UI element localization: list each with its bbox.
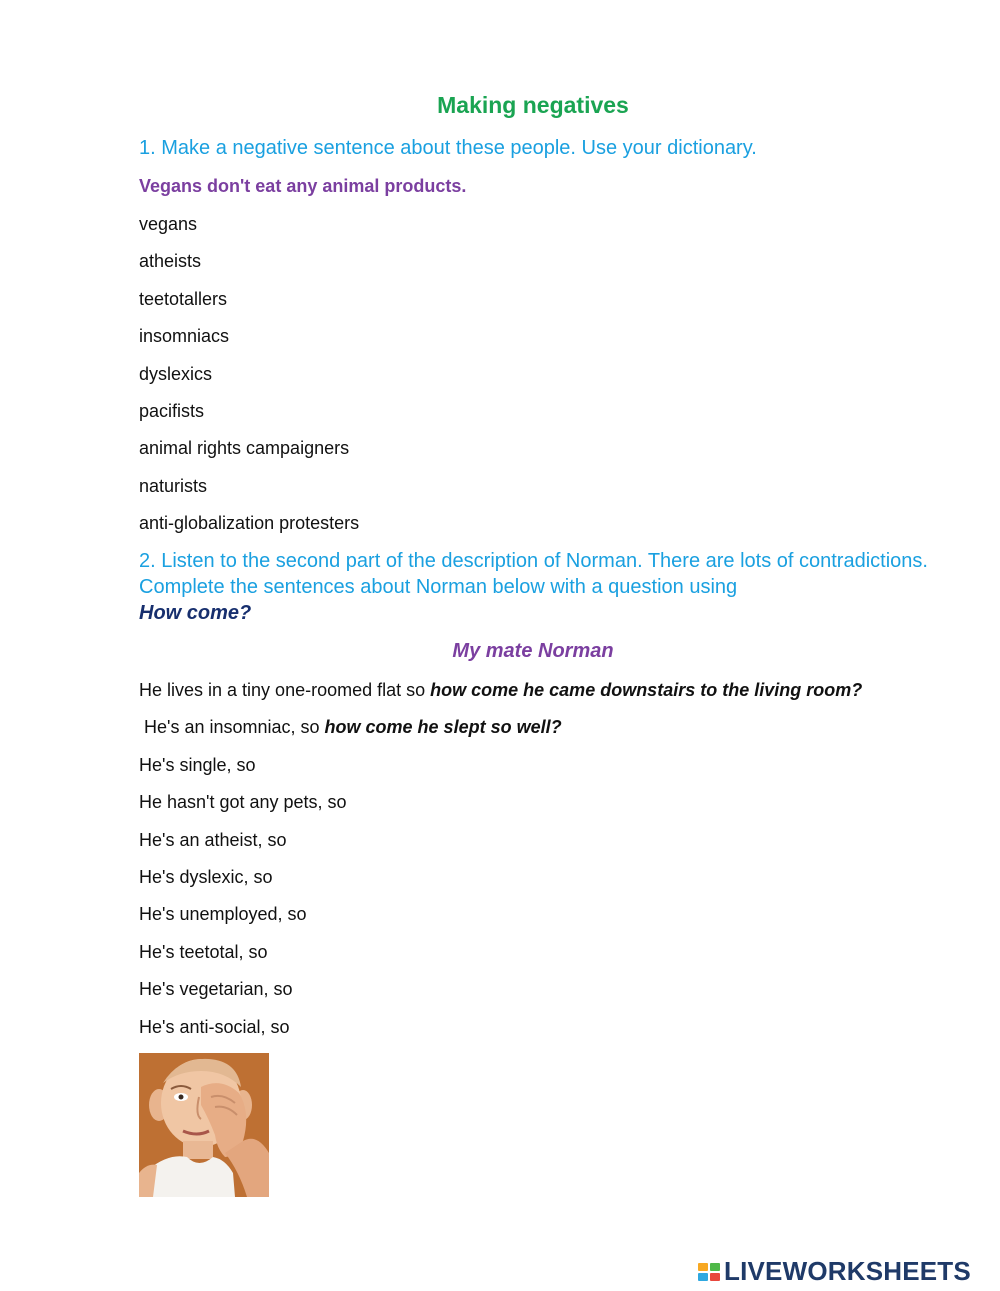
sentence-prompt: He's dyslexic, so xyxy=(139,866,273,887)
logo-block xyxy=(710,1263,720,1271)
logo-block xyxy=(698,1263,708,1271)
sentence-prompt: He hasn't got any pets, so xyxy=(139,792,347,813)
sentence-row xyxy=(139,679,862,716)
logo-blocks xyxy=(698,1263,720,1281)
section-subtitle: My mate Norman xyxy=(452,640,614,662)
sentence-row xyxy=(139,754,862,791)
sentence-prompt: He's single, so xyxy=(139,754,256,775)
sentence-row xyxy=(139,978,862,1015)
list-item: pacifists xyxy=(139,400,205,421)
sentence-prompt: He's an insomniac, so xyxy=(139,717,325,738)
list-item: animal rights campaigners xyxy=(139,438,350,459)
list-item: vegans xyxy=(139,214,198,234)
sentence-row xyxy=(139,716,862,753)
sentence-prompt: He lives in a tiny one-roomed flat so xyxy=(139,680,431,700)
instruction-2-text: 2. Listen to the second part of the description of Norman. There are lots of contradictions. Complete the sentences about Norman below with a question using xyxy=(139,550,928,598)
sentence-row xyxy=(139,829,862,866)
instruction-1: 1. Make a negative sentence about these people. Use your dictionary. xyxy=(139,137,757,159)
list-item: anti-globalization protesters xyxy=(139,513,360,534)
sentence-prompt: He's vegetarian, so xyxy=(139,979,293,1000)
sentence-answer: how come he slept so well? xyxy=(324,717,562,738)
page-title: Making negatives xyxy=(437,92,629,118)
logo-text: LIVEWORKSHEETS xyxy=(724,1256,971,1286)
man-rubbing-eye-illustration xyxy=(139,1053,269,1197)
sentence-answer: how come he came downstairs to the living room? xyxy=(430,680,863,700)
instruction-2 xyxy=(139,548,939,626)
people-list xyxy=(139,213,359,550)
example-sentence: Vegans don't eat any animal products. xyxy=(139,176,467,196)
sentence-row xyxy=(139,941,862,978)
list-item: atheists xyxy=(139,251,202,272)
sentence-prompt: He's an atheist, so xyxy=(139,829,287,850)
list-item: teetotallers xyxy=(139,288,228,309)
sentence-prompt: He's anti-social, so xyxy=(139,1016,290,1037)
norman-photo xyxy=(139,1053,269,1197)
sentence-row xyxy=(139,1016,862,1053)
sentence-prompt: He's teetotal, so xyxy=(139,941,268,962)
list-item: insomniacs xyxy=(139,326,230,347)
logo-block xyxy=(710,1273,720,1281)
norman-sentences xyxy=(139,679,862,1053)
logo-block xyxy=(698,1273,708,1281)
keyword: How come? xyxy=(139,602,252,624)
sentence-row xyxy=(139,866,862,903)
sentence-prompt: He's unemployed, so xyxy=(139,904,307,925)
sentence-row xyxy=(139,791,862,828)
liveworksheets-logo xyxy=(698,1256,971,1287)
sentence-row xyxy=(139,903,862,940)
list-item: naturists xyxy=(139,475,208,496)
list-item: dyslexics xyxy=(139,363,213,384)
